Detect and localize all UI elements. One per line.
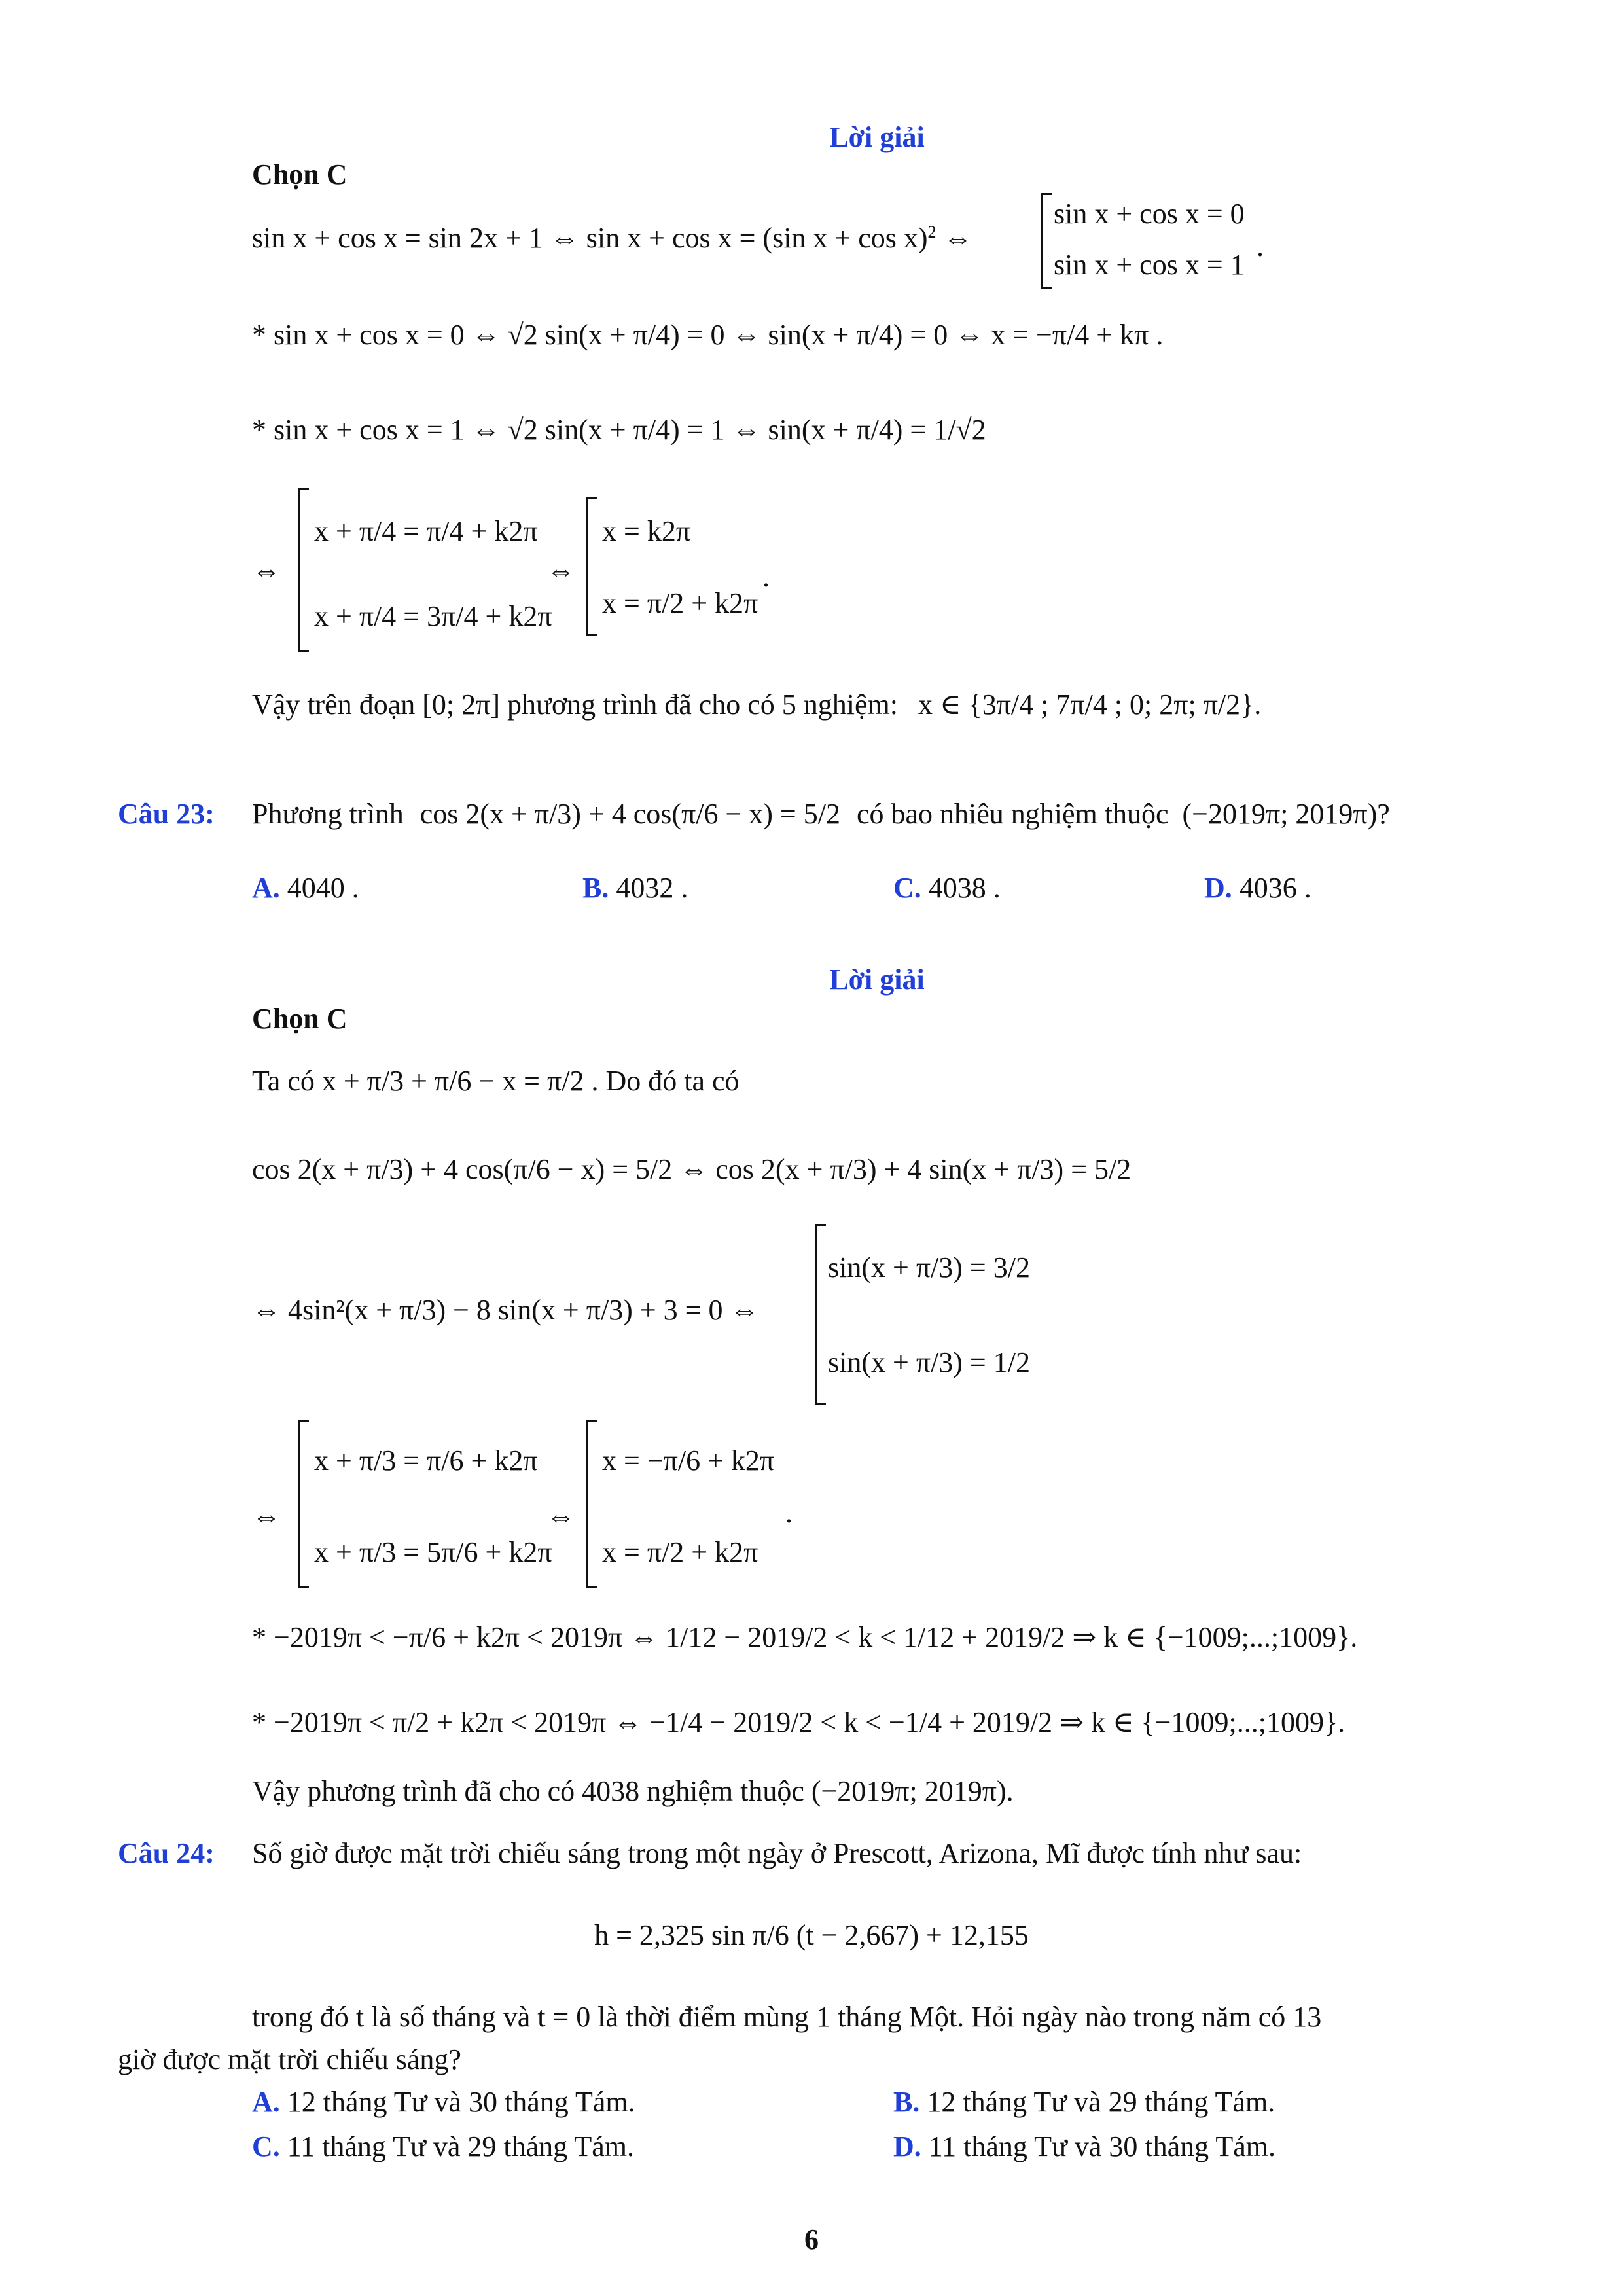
- conclusion-line: Vậy phương trình đã cho có 4038 nghiệm thuộc (−2019π; 2019π).: [252, 1775, 1014, 1807]
- solution-heading: Lời giải: [829, 121, 925, 153]
- system-line: x + π/3 = 5π/6 + k2π: [314, 1536, 552, 1568]
- choose-answer: Chọn C: [252, 1003, 348, 1035]
- system-line: x + π/4 = 3π/4 + k2π: [314, 600, 552, 632]
- question-label: Câu 23:: [118, 798, 215, 830]
- case-line: sin x + cos x = 0: [1054, 198, 1245, 230]
- conclusion-line: Vậy trên đoạn [0; 2π] phương trình đã cho có 5 nghiệm: x ∈ {3π/4 ; 7π/4 ; 0; 2π; π/2}.: [252, 689, 1262, 721]
- inequality-line: * −2019π < π/2 + k2π < 2019π ⇔ −1/4 − 2019/2 < k < −1/4 + 2019/2 ⇒ k ∈ {−1009;...;1009}.: [252, 1706, 1346, 1738]
- option-b[interactable]: B. 4032 .: [582, 872, 688, 904]
- question-stem: Số giờ được mặt trời chiếu sáng trong một ngày ở Prescott, Arizona, Mĩ được tính như sau:: [252, 1837, 1302, 1869]
- question-label: Câu 24:: [118, 1837, 215, 1869]
- option-a[interactable]: A. 4040 .: [252, 872, 359, 904]
- option-b[interactable]: B. 12 tháng Tư và 29 tháng Tám.: [893, 2086, 1275, 2118]
- case-line: sin(x + π/3) = 1/2: [828, 1346, 1030, 1378]
- case-bracket: [586, 497, 597, 636]
- system-line: x = −π/6 + k2π: [602, 1444, 775, 1477]
- equation-line: Ta có x + π/3 + π/6 − x = π/2 . Do đó ta có: [252, 1065, 740, 1097]
- case-bracket: [298, 1420, 309, 1588]
- system-line: x + π/3 = π/6 + k2π: [314, 1444, 538, 1477]
- case-line: sin(x + π/3) = 3/2: [828, 1251, 1030, 1283]
- equation-line: * sin x + cos x = 1 ⇔ √2 sin(x + π/4) = 1 ⇔ sin(x + π/4) = 1/√2: [252, 414, 986, 446]
- case-bracket: [815, 1224, 826, 1405]
- equation-line: ⇔ 4sin²(x + π/3) − 8 sin(x + π/3) + 3 = 0 ⇔: [252, 1294, 759, 1326]
- period: .: [785, 1497, 793, 1529]
- choose-answer: Chọn C: [252, 158, 348, 190]
- period: .: [1257, 230, 1264, 262]
- solution-heading: Lời giải: [829, 963, 925, 996]
- system-line: x = π/2 + k2π: [602, 587, 758, 619]
- page-number: 6: [804, 2223, 819, 2255]
- formula: h = 2,325 sin π/6 (t − 2,667) + 12,155: [594, 1919, 1029, 1951]
- equivalence-icon: ⇔: [252, 1500, 281, 1532]
- case-line: sin x + cos x = 1: [1054, 249, 1245, 281]
- question-body: giờ được mặt trời chiếu sáng?: [118, 2043, 461, 2075]
- option-a[interactable]: A. 12 tháng Tư và 30 tháng Tám.: [252, 2086, 635, 2118]
- option-c[interactable]: C. 4038 .: [893, 872, 1001, 904]
- case-bracket: [586, 1420, 597, 1588]
- equivalence-icon: ⇔: [546, 554, 575, 586]
- question-body: trong đó t là số tháng và t = 0 là thời điểm mùng 1 tháng Một. Hỏi ngày nào trong năm có 13: [252, 2001, 1322, 2033]
- system-line: x = π/2 + k2π: [602, 1536, 758, 1568]
- equation-line: cos 2(x + π/3) + 4 cos(π/6 − x) = 5/2 ⇔ cos 2(x + π/3) + 4 sin(x + π/3) = 5/2: [252, 1153, 1132, 1185]
- inequality-line: * −2019π < −π/6 + k2π < 2019π ⇔ 1/12 − 2019/2 < k < 1/12 + 2019/2 ⇒ k ∈ {−1009;...;1009}.: [252, 1621, 1358, 1653]
- case-bracket: [1041, 193, 1052, 289]
- system-line: x = k2π: [602, 515, 691, 547]
- period: .: [762, 561, 770, 593]
- option-d[interactable]: D. 4036 .: [1204, 872, 1311, 904]
- question-stem: Phương trình cos 2(x + π/3) + 4 cos(π/6 − x) = 5/2 có bao nhiêu nghiệm thuộc (−2019π; 2019π)?: [252, 798, 1390, 830]
- option-c[interactable]: C. 11 tháng Tư và 29 tháng Tám.: [252, 2130, 634, 2162]
- equivalence-icon: ⇔: [252, 554, 281, 586]
- equation-line: sin x + cos x = sin 2x + 1 ⇔ sin x + cos x = (sin x + cos x)$^2$ ⇔: [252, 222, 972, 254]
- option-d[interactable]: D. 11 tháng Tư và 30 tháng Tám.: [893, 2130, 1275, 2162]
- system-line: x + π/4 = π/4 + k2π: [314, 515, 538, 547]
- equivalence-icon: ⇔: [546, 1500, 575, 1532]
- case-bracket: [298, 488, 309, 652]
- equation-line: * sin x + cos x = 0 ⇔ √2 sin(x + π/4) = 0 ⇔ sin(x + π/4) = 0 ⇔ x = −π/4 + kπ .: [252, 319, 1164, 351]
